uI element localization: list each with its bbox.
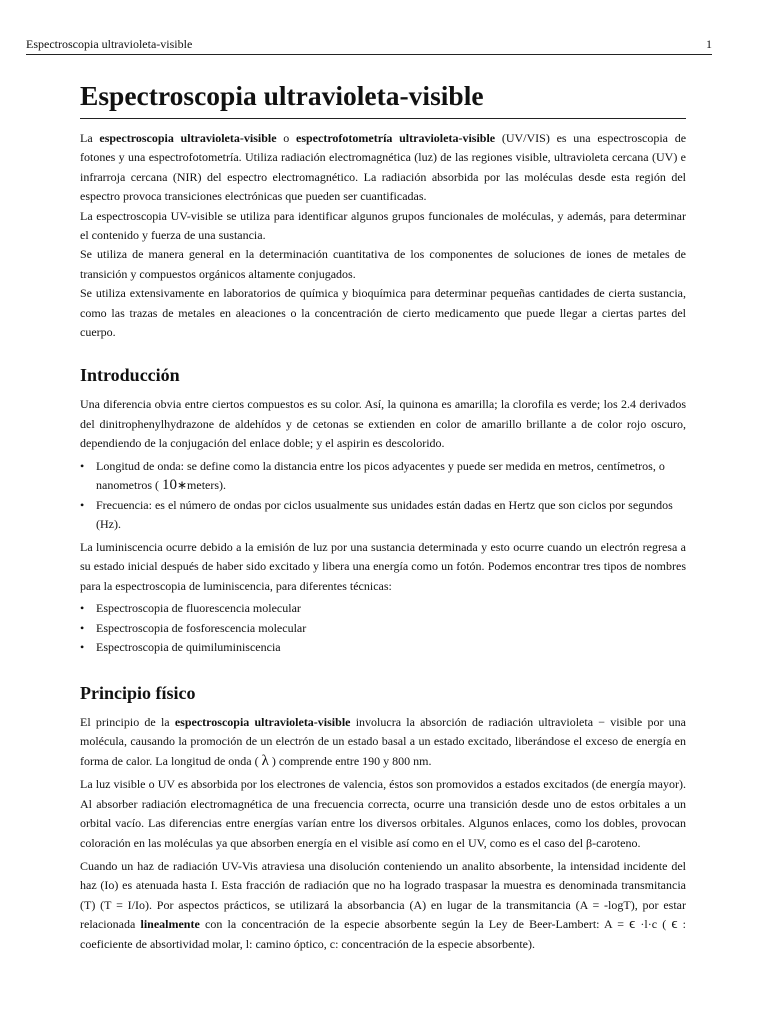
- running-title: Espectroscopia ultravioleta-visible: [26, 37, 193, 51]
- definitions-list: [80, 457, 686, 535]
- minus-symbol: −: [598, 715, 606, 730]
- intro-paragraph-1: La espectroscopia ultravioleta-visible o espectrofotometría ultravioleta-visible (UV/VIS) es una espectroscopia de fotones y una espectrofotometría. Utiliza radiación electromagnética (luz) de las regiones visible, ultravioleta cercana (UV) e infrarroja cercana (NIR) del espectro electromagnético. La radiación absorbida por las moléculas desde esta región del espectro provoca transiciones electrónicas que pueden ser cuantificadas.: [80, 131, 687, 204]
- list-item: • Espectroscopia de quimiluminiscencia: [80, 638, 686, 658]
- lambda-symbol: λ: [261, 752, 269, 769]
- section-heading-principio-fisico: Principio físico: [80, 683, 196, 704]
- intro-paragraph-4: Se utiliza extensivamente en laboratorios de química y bioquímica para determinar pequeñas cantidades de cierta sustancia, como las trazas de metales en aleaciones o la concentración de cierto medicamento que puede llegar a ciertas partes del cuerpo.: [80, 286, 686, 340]
- luminescence-list: [80, 599, 686, 658]
- principio-paragraph-3: Cuando un haz de radiación UV-Vis atraviesa una disolución conteniendo un analito absorbente, la intensidad incidente del haz (Io) es atenuada hasta I. Esta fracción de radiación que no ha logrado traspasar la muestra es denominada transmitancia (T) (T = I/Io). Por aspectos prácticos, se utilizará la absorbancia (A) en lugar de la transmitancia (A = -logT), por estar relacionada linealmente con la concentración de la especie absorbente según la Ley de Beer-Lambert: A = ϵ ·l·c ( ϵ : coeficiente de absortividad molar, l: camino óptico, c: concentración de la especie absorbente).: [80, 858, 686, 951]
- list-item: • Espectroscopia de fosforescencia molecular: [80, 619, 686, 639]
- principio-paragraph-1: El principio de la espectroscopia ultravioleta-visible involucra la absorción de radiación ultravioleta − visible por una molécula, causando la promoción de un electrón de un estado basal a un estado excitado, liberándose el exceso de energía en forma de calor. La longitud de onda ( λ ) comprende entre 190 y 800 nm.: [80, 715, 686, 769]
- list-item-frecuencia: • Frecuencia: es el número de ondas por ciclos usualmente sus unidades están dadas en Hertz que son ciclos por segundos (Hz).: [80, 496, 686, 535]
- introduccion-paragraph-1: Una diferencia obvia entre ciertos compuestos es su color. Así, la quinona es amarilla; la clorofila es verde; los 2.4 derivados del dinitrophenylhydrazone de aldehídos y de cetonas se extienden en color de amarillo brillante a de color rojo oscuro, dependiendo de la conjugación del enlace doble; y el aspirin es descolorido.: [80, 397, 686, 451]
- page-title: Espectroscopia ultravioleta-visible: [80, 78, 686, 119]
- list-item: • Espectroscopia de fluorescencia molecular: [80, 599, 686, 619]
- intro-paragraph-3: Se utiliza de manera general en la determinación cuantitativa de los componentes de soluciones de iones de metales de transición y compuestos orgánicos altamente conjugados.: [80, 247, 686, 281]
- principio-paragraph-2: La luz visible o UV es absorbida por los electrones de valencia, éstos son promovidos a estados excitados (de energía mayor). Al absorber radiación electromagnética de una frecuencia correcta, ocurre una transición desde uno de estos orbitales a un orbital vacío. Las diferencias entre energías varían entre los diversos orbitales. Algunos enlaces, como los dobles, provocan coloración en las moléculas ya que absorben energía en el visible así como en el UV, como es el caso del β-caroteno.: [80, 777, 686, 850]
- section-heading-introduccion: Introducción: [80, 365, 180, 386]
- epsilon-symbol: ϵ: [671, 916, 678, 933]
- power-of-ten-math: 10∗: [161, 477, 188, 494]
- article-body: [80, 78, 686, 954]
- page-number: 1: [706, 37, 712, 51]
- introduccion-paragraph-2: La luminiscencia ocurre debido a la emisión de luz por una sustancia determinada y esto ocurre cuando un electrón regresa a su estado inicial después de haber sido excitado y libera una energía como un fotón. Podemos encontrar tres tipos de nombres para la espectroscopia de luminiscencia, para diferentes técnicas:: [80, 540, 686, 593]
- list-item-longitud-de-onda: • Longitud de onda: se define como la distancia entre los picos adyacentes y puede ser medida en metros, centímetros, o nanometros ( 10∗meters).: [80, 457, 686, 496]
- epsilon-symbol: ϵ: [629, 916, 636, 933]
- intro-paragraph-2: La espectroscopia UV-visible se utiliza para identificar algunos grupos funcionales de moléculas, y además, para determinar el contenido y fuerza de una sustancia.: [80, 208, 686, 243]
- running-header: [26, 37, 712, 55]
